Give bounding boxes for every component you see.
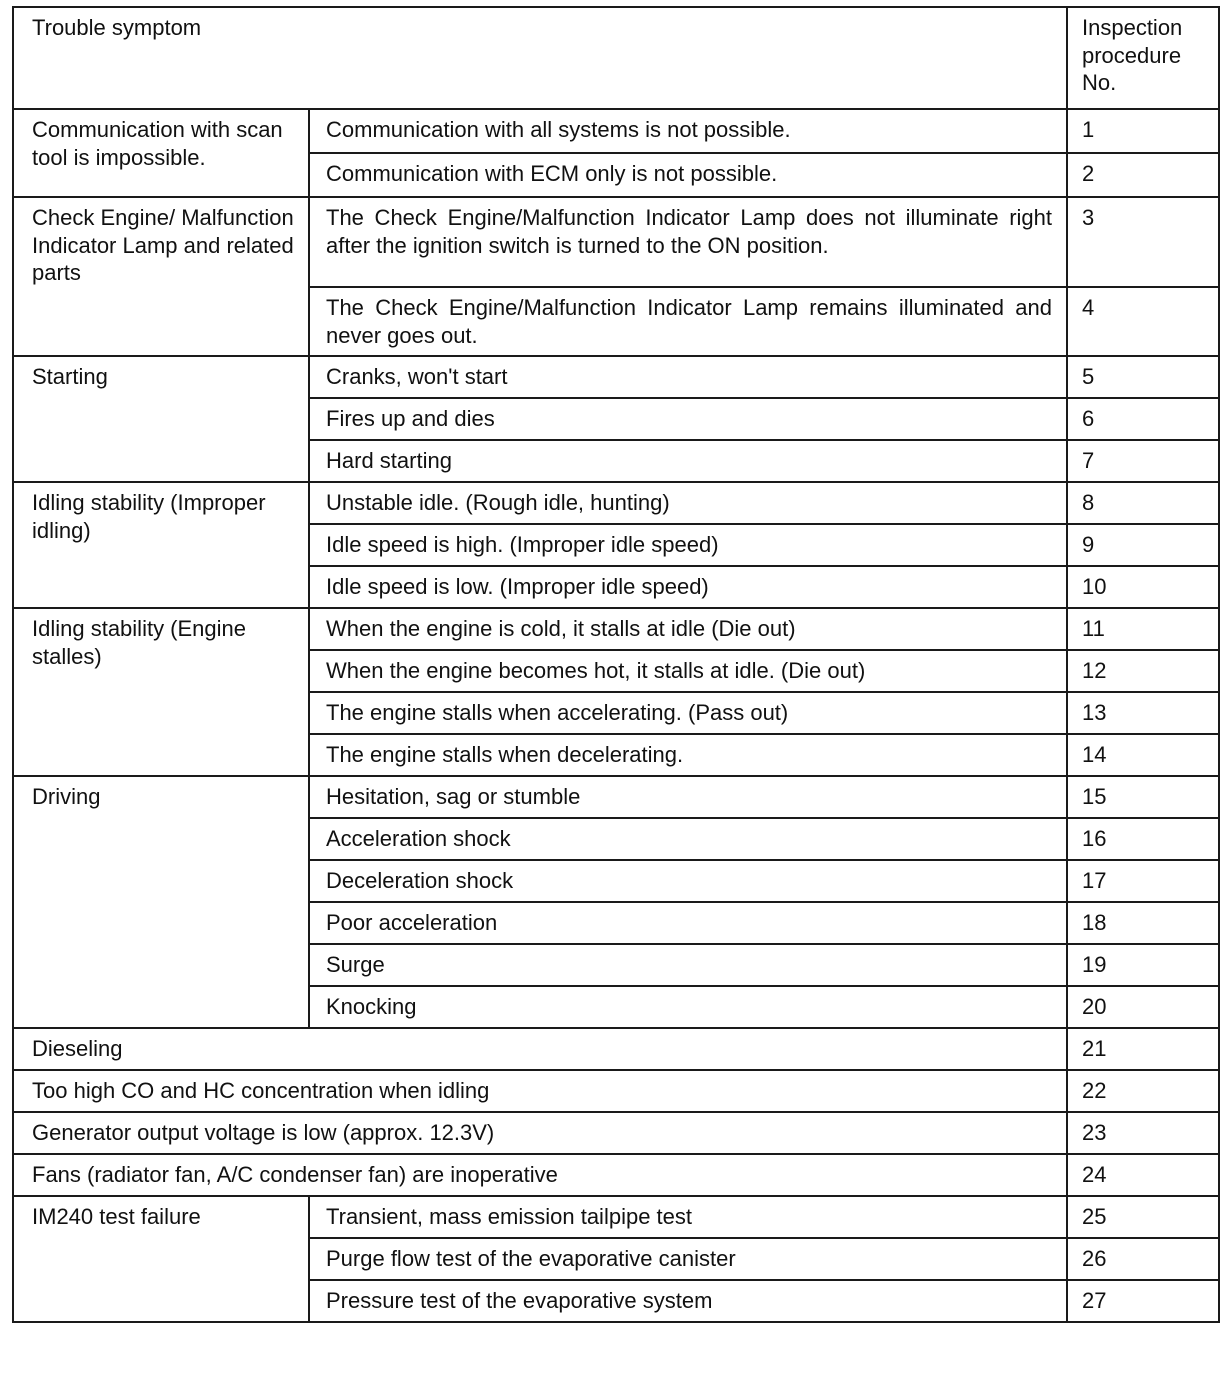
- symptom-cell: Unstable idle. (Rough idle, hunting): [309, 482, 1067, 524]
- category-cell: Check Engine/ Malfunction Indicator Lamp and related parts: [13, 197, 309, 356]
- header-row: [13, 7, 1219, 109]
- category-cell: IM240 test failure: [13, 1196, 309, 1322]
- procedure-number: 14: [1067, 734, 1219, 776]
- procedure-number: 5: [1067, 356, 1219, 398]
- procedure-number: 4: [1067, 287, 1219, 356]
- symptom-cell: Purge flow test of the evaporative canister: [309, 1238, 1067, 1280]
- procedure-number: 1: [1067, 109, 1219, 153]
- header-trouble-symptom: Trouble symptom: [13, 7, 1067, 109]
- table-row: [13, 1154, 1219, 1196]
- procedure-number: 17: [1067, 860, 1219, 902]
- procedure-number: 9: [1067, 524, 1219, 566]
- header-inspection-procedure: Inspection procedure No.: [1067, 7, 1219, 109]
- symptom-cell: Pressure test of the evaporative system: [309, 1280, 1067, 1322]
- symptom-cell: When the engine becomes hot, it stalls at idle. (Die out): [309, 650, 1067, 692]
- symptom-cell: The Check Engine/Malfunction Indicator Lamp remains illuminated and never goes out.: [309, 287, 1067, 356]
- procedure-number: 24: [1067, 1154, 1219, 1196]
- table-row: [13, 1070, 1219, 1112]
- procedure-number: 23: [1067, 1112, 1219, 1154]
- symptom-cell: Poor acceleration: [309, 902, 1067, 944]
- symptom-cell: The engine stalls when decelerating.: [309, 734, 1067, 776]
- symptom-cell: The Check Engine/Malfunction Indicator Lamp does not illuminate right after the ignition switch is turned to the ON position.: [309, 197, 1067, 287]
- symptom-cell: Surge: [309, 944, 1067, 986]
- symptom-cell: When the engine is cold, it stalls at idle (Die out): [309, 608, 1067, 650]
- symptom-cell: Knocking: [309, 986, 1067, 1028]
- symptom-cell: The engine stalls when accelerating. (Pass out): [309, 692, 1067, 734]
- symptom-cell: Dieseling: [13, 1028, 1067, 1070]
- table-row: [13, 482, 1219, 524]
- symptom-cell: Fans (radiator fan, A/C condenser fan) are inoperative: [13, 1154, 1067, 1196]
- category-cell: Starting: [13, 356, 309, 482]
- symptom-cell: Hesitation, sag or stumble: [309, 776, 1067, 818]
- procedure-number: 12: [1067, 650, 1219, 692]
- procedure-number: 27: [1067, 1280, 1219, 1322]
- table-row: [13, 356, 1219, 398]
- symptom-cell: Fires up and dies: [309, 398, 1067, 440]
- table-row: [13, 608, 1219, 650]
- procedure-number: 19: [1067, 944, 1219, 986]
- procedure-number: 25: [1067, 1196, 1219, 1238]
- table-row: [13, 109, 1219, 153]
- symptom-cell: Deceleration shock: [309, 860, 1067, 902]
- category-cell: Idling stability (Engine stalles): [13, 608, 309, 776]
- trouble-symptom-table: [12, 6, 1220, 1323]
- symptom-cell: Generator output voltage is low (approx. 12.3V): [13, 1112, 1067, 1154]
- table-row: [13, 1028, 1219, 1070]
- procedure-number: 11: [1067, 608, 1219, 650]
- symptom-cell: Cranks, won't start: [309, 356, 1067, 398]
- table-row: [13, 197, 1219, 287]
- symptom-cell: Hard starting: [309, 440, 1067, 482]
- procedure-number: 13: [1067, 692, 1219, 734]
- procedure-number: 15: [1067, 776, 1219, 818]
- procedure-number: 26: [1067, 1238, 1219, 1280]
- procedure-number: 8: [1067, 482, 1219, 524]
- procedure-number: 16: [1067, 818, 1219, 860]
- procedure-number: 22: [1067, 1070, 1219, 1112]
- table-row: [13, 776, 1219, 818]
- symptom-cell: Communication with all systems is not possible.: [309, 109, 1067, 153]
- symptom-cell: Too high CO and HC concentration when idling: [13, 1070, 1067, 1112]
- procedure-number: 21: [1067, 1028, 1219, 1070]
- symptom-cell: Communication with ECM only is not possible.: [309, 153, 1067, 197]
- symptom-cell: Acceleration shock: [309, 818, 1067, 860]
- procedure-number: 6: [1067, 398, 1219, 440]
- symptom-cell: Idle speed is high. (Improper idle speed): [309, 524, 1067, 566]
- procedure-number: 18: [1067, 902, 1219, 944]
- procedure-number: 2: [1067, 153, 1219, 197]
- table-row: [13, 1112, 1219, 1154]
- procedure-number: 3: [1067, 197, 1219, 287]
- category-cell: Communication with scan tool is impossible.: [13, 109, 309, 197]
- procedure-number: 10: [1067, 566, 1219, 608]
- category-cell: Idling stability (Improper idling): [13, 482, 309, 608]
- symptom-cell: Idle speed is low. (Improper idle speed): [309, 566, 1067, 608]
- table-row: [13, 1196, 1219, 1238]
- procedure-number: 20: [1067, 986, 1219, 1028]
- symptom-cell: Transient, mass emission tailpipe test: [309, 1196, 1067, 1238]
- category-cell: Driving: [13, 776, 309, 1028]
- procedure-number: 7: [1067, 440, 1219, 482]
